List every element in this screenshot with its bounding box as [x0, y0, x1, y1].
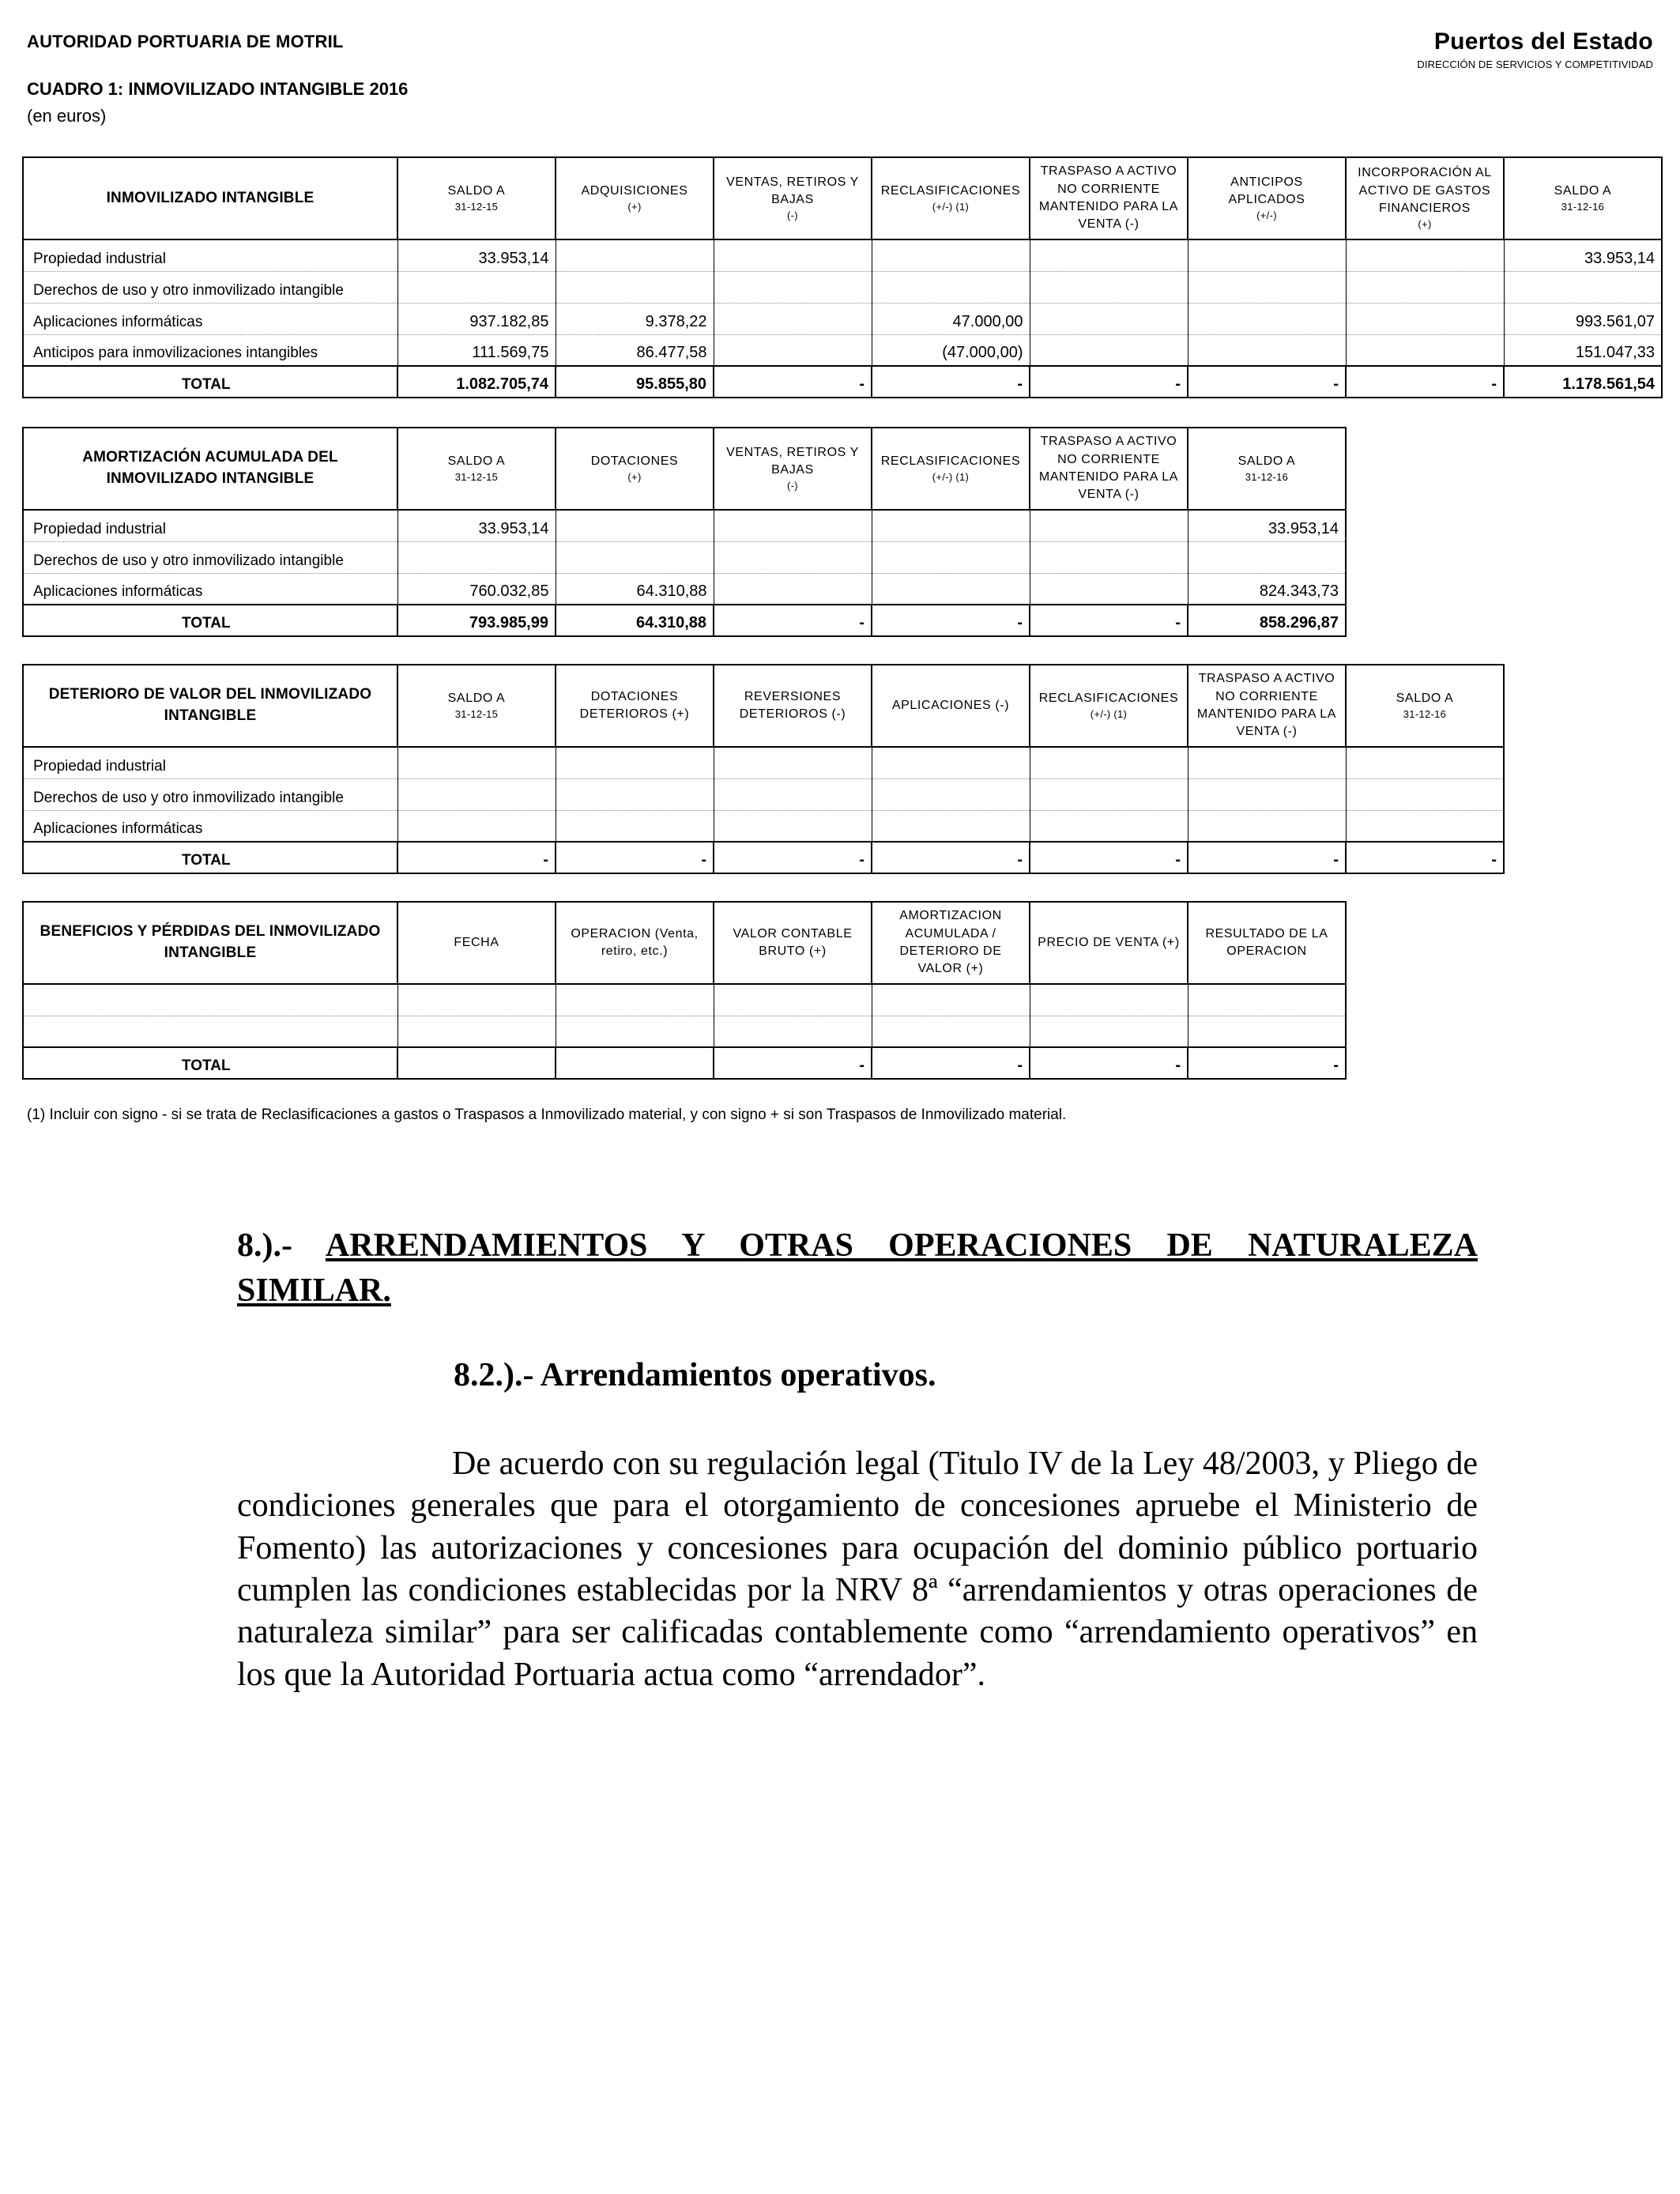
table-row — [23, 334, 1662, 366]
table-cell: 111.569,75 — [397, 334, 556, 366]
row-label: Derechos de uso y otro inmovilizado intangible — [23, 778, 397, 810]
total-cell: - — [714, 366, 872, 398]
total-cell: - — [714, 1047, 872, 1079]
table-cell — [1188, 984, 1346, 1016]
table-cell: 151.047,33 — [1504, 334, 1662, 366]
column-header — [1030, 902, 1188, 984]
column-header-label: VENTAS, RETIROS Y BAJAS — [726, 445, 859, 477]
table-row — [23, 510, 1346, 541]
table-cell — [397, 810, 556, 842]
table-cell — [1188, 778, 1346, 810]
section-paragraph — [237, 1443, 1478, 1696]
table-cell — [872, 747, 1030, 778]
total-cell: 64.310,88 — [556, 605, 714, 636]
table-cell — [397, 747, 556, 778]
table-cell — [1030, 510, 1188, 541]
column-header-sub: 31-12-16 — [1245, 471, 1289, 484]
total-row — [23, 366, 1662, 398]
header-row — [23, 157, 1662, 239]
column-header-sub: (+) — [627, 201, 642, 213]
column-header — [397, 157, 556, 239]
table-cell — [1030, 541, 1188, 573]
column-header-sub: (+/-) (1) — [1090, 708, 1128, 721]
total-cell: - — [872, 366, 1030, 398]
row-label: Derechos de uso y otro inmovilizado intangible — [23, 271, 397, 303]
table-cell — [556, 541, 714, 573]
total-cell — [397, 1047, 556, 1079]
table-cell — [1030, 810, 1188, 842]
table-title: BENEFICIOS Y PÉRDIDAS DEL INMOVILIZADO INTANGIBLE — [23, 902, 397, 984]
column-header-sub: 31-12-16 — [1403, 708, 1447, 721]
total-cell: - — [1346, 366, 1504, 398]
table-cell: 937.182,85 — [397, 303, 556, 334]
column-header-sub: (+/-) (1) — [932, 201, 970, 213]
table-cell — [556, 747, 714, 778]
table-cell: 993.561,07 — [1504, 303, 1662, 334]
table-cell — [1030, 334, 1188, 366]
column-header-label: SALDO A — [1554, 183, 1612, 198]
column-header — [1504, 157, 1662, 239]
table-cell: 33.953,14 — [397, 510, 556, 541]
table-title: AMORTIZACIÓN ACUMULADA DEL INMOVILIZADO INTANGIBLE — [23, 428, 397, 510]
table-cell — [1188, 1016, 1346, 1047]
row-label: Aplicaciones informáticas — [23, 573, 397, 605]
column-header-label: PRECIO DE VENTA (+) — [1038, 935, 1180, 949]
column-header — [872, 902, 1030, 984]
row-label: Propiedad industrial — [23, 510, 397, 541]
table-cell — [872, 239, 1030, 271]
table-cell — [1188, 239, 1346, 271]
table-title: DETERIORO DE VALOR DEL INMOVILIZADO INTANGIBLE — [23, 665, 397, 747]
table-cell: 33.953,14 — [397, 239, 556, 271]
table-cell — [714, 239, 872, 271]
table-row — [23, 747, 1504, 778]
table-cell: 86.477,58 — [556, 334, 714, 366]
column-header-label: OPERACION (Venta, retiro, etc.) — [571, 926, 699, 958]
table-cell — [1030, 271, 1188, 303]
table-cell: 64.310,88 — [556, 573, 714, 605]
column-header — [1030, 665, 1188, 747]
table-cell: 824.343,73 — [1188, 573, 1346, 605]
table-cell — [397, 541, 556, 573]
table-cell — [714, 541, 872, 573]
table-cell — [1346, 810, 1504, 842]
column-header — [1188, 428, 1346, 510]
total-label: TOTAL — [23, 842, 397, 873]
total-cell: 95.855,80 — [556, 366, 714, 398]
table-deterioro-valor — [22, 664, 1505, 874]
column-header — [714, 157, 872, 239]
table-cell — [1030, 573, 1188, 605]
column-header-label: RECLASIFICACIONES — [880, 454, 1021, 468]
total-cell: 793.985,99 — [397, 605, 556, 636]
column-header — [1188, 902, 1346, 984]
table-cell — [1346, 747, 1504, 778]
column-header — [872, 665, 1030, 747]
column-header-sub: (+/-) (1) — [932, 471, 970, 484]
total-cell: - — [556, 842, 714, 873]
table-cell: 47.000,00 — [872, 303, 1030, 334]
table-cell — [1030, 747, 1188, 778]
table-cell — [556, 239, 714, 271]
subsection-heading: 8.2.).- Arrendamientos operativos. — [454, 1357, 936, 1393]
table-cell — [714, 1016, 872, 1047]
column-header — [556, 665, 714, 747]
table-cell — [397, 984, 556, 1016]
table-cell — [714, 334, 872, 366]
table-cell — [872, 778, 1030, 810]
column-header-label: APLICACIONES (-) — [891, 698, 1010, 712]
table-cell — [1188, 334, 1346, 366]
table-cell — [1188, 810, 1346, 842]
section-title: ARRENDAMIENTOS Y OTRAS OPERACIONES DE NATURALEZA SIMILAR. — [237, 1227, 1478, 1309]
section-heading — [237, 1223, 1478, 1313]
table-cell — [872, 810, 1030, 842]
column-header-label: TRASPASO A ACTIVO NO CORRIENTE MANTENIDO PARA LA VENTA (-) — [1196, 672, 1337, 739]
table-inmovilizado-intangible — [22, 156, 1663, 398]
column-header-label: DOTACIONES — [590, 454, 679, 468]
column-header-sub: 31-12-15 — [454, 471, 499, 484]
table-row — [23, 778, 1504, 810]
table-cell — [714, 778, 872, 810]
column-header-label: AMORTIZACION ACUMULADA / DETERIORO DE VALOR (+) — [899, 909, 1002, 976]
row-label: Anticipos para inmovilizaciones intangibles — [23, 334, 397, 366]
total-cell: - — [397, 842, 556, 873]
table-cell — [397, 1016, 556, 1047]
table-cell — [556, 810, 714, 842]
column-header — [556, 428, 714, 510]
table-row — [23, 239, 1662, 271]
table-cell — [1188, 541, 1346, 573]
column-header-label: SALDO A — [1396, 691, 1454, 705]
table-amortizacion-acumulada — [22, 427, 1347, 637]
table-cell: 760.032,85 — [397, 573, 556, 605]
column-header — [1346, 157, 1504, 239]
table-cell — [872, 271, 1030, 303]
column-header-label: REVERSIONES DETERIOROS (-) — [739, 689, 846, 721]
column-header-sub: (+) — [1418, 218, 1432, 231]
table-cell — [1188, 747, 1346, 778]
table-cell — [714, 303, 872, 334]
table-cell — [1346, 239, 1504, 271]
total-cell: - — [1346, 842, 1504, 873]
table-cell — [714, 573, 872, 605]
table-cell — [556, 271, 714, 303]
total-cell: 1.082.705,74 — [397, 366, 556, 398]
table-cell: 33.953,14 — [1188, 510, 1346, 541]
total-cell: - — [872, 605, 1030, 636]
table-cell — [714, 747, 872, 778]
total-cell — [556, 1047, 714, 1079]
column-header — [714, 428, 872, 510]
table-cell — [714, 984, 872, 1016]
table-cell — [556, 984, 714, 1016]
column-header-label: TRASPASO A ACTIVO NO CORRIENTE MANTENIDO PARA LA VENTA (-) — [1038, 164, 1179, 232]
row-label: Propiedad industrial — [23, 747, 397, 778]
row-label — [23, 1016, 397, 1047]
table-cell — [1188, 303, 1346, 334]
row-label: Aplicaciones informáticas — [23, 810, 397, 842]
table-cell — [872, 984, 1030, 1016]
cuadro-title: CUADRO 1: INMOVILIZADO INTANGIBLE 2016 — [27, 79, 409, 99]
table-cell — [1346, 778, 1504, 810]
column-header — [872, 428, 1030, 510]
table-row — [23, 810, 1504, 842]
column-header-label: VALOR CONTABLE BRUTO (+) — [733, 926, 853, 958]
table-cell — [1030, 984, 1188, 1016]
table-row — [23, 573, 1346, 605]
column-header-label: SALDO A — [1237, 454, 1296, 468]
column-header — [1188, 665, 1346, 747]
total-cell: - — [1188, 1047, 1346, 1079]
table-cell — [1346, 271, 1504, 303]
column-header-label: FECHA — [454, 935, 499, 949]
column-header — [556, 902, 714, 984]
column-header-sub: 31-12-15 — [454, 708, 499, 721]
column-header-sub: (-) — [787, 209, 798, 222]
column-header-sub: (-) — [787, 480, 798, 492]
column-header-label: INCORPORACIÓN AL ACTIVO DE GASTOS FINANCIEROS — [1358, 166, 1492, 216]
table-cell — [556, 510, 714, 541]
table-row — [23, 303, 1662, 334]
table-title: INMOVILIZADO INTANGIBLE — [23, 157, 397, 239]
column-header — [872, 157, 1030, 239]
column-header-label: RESULTADO DE LA OPERACION — [1205, 926, 1328, 958]
header-row — [23, 665, 1504, 747]
total-label: TOTAL — [23, 366, 397, 398]
column-header-label: SALDO A — [447, 183, 506, 198]
table-cell — [397, 778, 556, 810]
total-cell: - — [1030, 842, 1188, 873]
column-header — [397, 902, 556, 984]
column-header — [714, 902, 872, 984]
table-cell — [1030, 239, 1188, 271]
table-cell — [1030, 303, 1188, 334]
table-cell — [1188, 271, 1346, 303]
table-cell — [1346, 334, 1504, 366]
footnote: (1) Incluir con signo - si se trata de Reclasificaciones a gastos o Traspasos a Inmovilizado material, y con signo + si son Traspasos de Inmovilizado material. — [27, 1106, 1067, 1123]
column-header-label: DOTACIONES DETERIOROS (+) — [579, 689, 690, 721]
table-cell — [1346, 303, 1504, 334]
total-cell: - — [1188, 842, 1346, 873]
column-header-sub: 31-12-15 — [454, 201, 499, 213]
column-header — [397, 428, 556, 510]
table-cell — [872, 541, 1030, 573]
total-label: TOTAL — [23, 605, 397, 636]
column-header-label: RECLASIFICACIONES — [1038, 691, 1179, 705]
paragraph-text: De acuerdo con su regulación legal (Titulo IV de la Ley 48/2003, y Pliego de condiciones generales que para el otorgamiento de concesiones apruebe el Ministerio de Fomento) las autorizaciones y concesiones para ocupación del dominio público portuario cumplen las condiciones establecidas por la NRV 8ª “arrendamientos y otras operaciones de naturaleza similar” para ser calificadas contablemente como “arrendamiento operativos” en los que la Autoridad Portuaria actua como “arrendador”. — [237, 1446, 1478, 1693]
total-cell: - — [872, 1047, 1030, 1079]
table-row — [23, 984, 1346, 1016]
table-cell: 9.378,22 — [556, 303, 714, 334]
column-header-label: ADQUISICIONES — [581, 183, 688, 198]
table-cell — [556, 1016, 714, 1047]
column-header-label: ANTICIPOS APLICADOS — [1228, 175, 1305, 206]
column-header-sub: (+) — [627, 471, 642, 484]
row-label — [23, 984, 397, 1016]
total-cell: - — [1030, 366, 1188, 398]
total-label: TOTAL — [23, 1047, 397, 1079]
column-header — [1188, 157, 1346, 239]
table-cell — [556, 778, 714, 810]
table-cell — [714, 810, 872, 842]
brand-subtitle: DIRECCIÓN DE SERVICIOS Y COMPETITIVIDAD — [1417, 58, 1653, 70]
header-row — [23, 428, 1346, 510]
organization-name: AUTORIDAD PORTUARIA DE MOTRIL — [27, 32, 344, 51]
total-cell: 1.178.561,54 — [1504, 366, 1662, 398]
column-header — [1030, 428, 1188, 510]
table-beneficios-perdidas — [22, 901, 1347, 1080]
column-header-label: SALDO A — [447, 454, 506, 468]
column-header — [1346, 665, 1504, 747]
table-cell — [872, 1016, 1030, 1047]
brand-block — [1417, 28, 1653, 70]
table-row — [23, 1016, 1346, 1047]
column-header — [714, 665, 872, 747]
table-cell: 33.953,14 — [1504, 239, 1662, 271]
table-cell — [714, 510, 872, 541]
total-cell: - — [1188, 366, 1346, 398]
section-number: 8.).- — [237, 1227, 292, 1264]
table-row — [23, 541, 1346, 573]
units-label: (en euros) — [27, 106, 107, 126]
table-cell — [1030, 778, 1188, 810]
row-label: Derechos de uso y otro inmovilizado intangible — [23, 541, 397, 573]
total-cell: - — [1030, 1047, 1188, 1079]
column-header-label: TRASPASO A ACTIVO NO CORRIENTE MANTENIDO PARA LA VENTA (-) — [1038, 435, 1179, 502]
table-cell — [1030, 1016, 1188, 1047]
header-row — [23, 902, 1346, 984]
row-label: Aplicaciones informáticas — [23, 303, 397, 334]
total-cell: 858.296,87 — [1188, 605, 1346, 636]
table-cell — [872, 573, 1030, 605]
total-row — [23, 1047, 1346, 1079]
column-header — [556, 157, 714, 239]
total-row — [23, 842, 1504, 873]
column-header-label: SALDO A — [447, 691, 506, 705]
total-cell: - — [872, 842, 1030, 873]
total-row — [23, 605, 1346, 636]
total-cell: - — [714, 605, 872, 636]
table-cell — [872, 510, 1030, 541]
table-row — [23, 271, 1662, 303]
row-label: Propiedad industrial — [23, 239, 397, 271]
column-header — [1030, 157, 1188, 239]
column-header-label: RECLASIFICACIONES — [880, 183, 1021, 198]
total-cell: - — [1030, 605, 1188, 636]
total-cell: - — [714, 842, 872, 873]
column-header-label: VENTAS, RETIROS Y BAJAS — [726, 175, 859, 206]
column-header-sub: 31-12-16 — [1561, 201, 1605, 213]
table-cell — [1504, 271, 1662, 303]
table-cell: (47.000,00) — [872, 334, 1030, 366]
column-header-sub: (+/-) — [1256, 209, 1277, 222]
table-cell — [397, 271, 556, 303]
table-cell — [714, 271, 872, 303]
column-header — [397, 665, 556, 747]
brand-name: Puertos del Estado — [1433, 28, 1653, 55]
